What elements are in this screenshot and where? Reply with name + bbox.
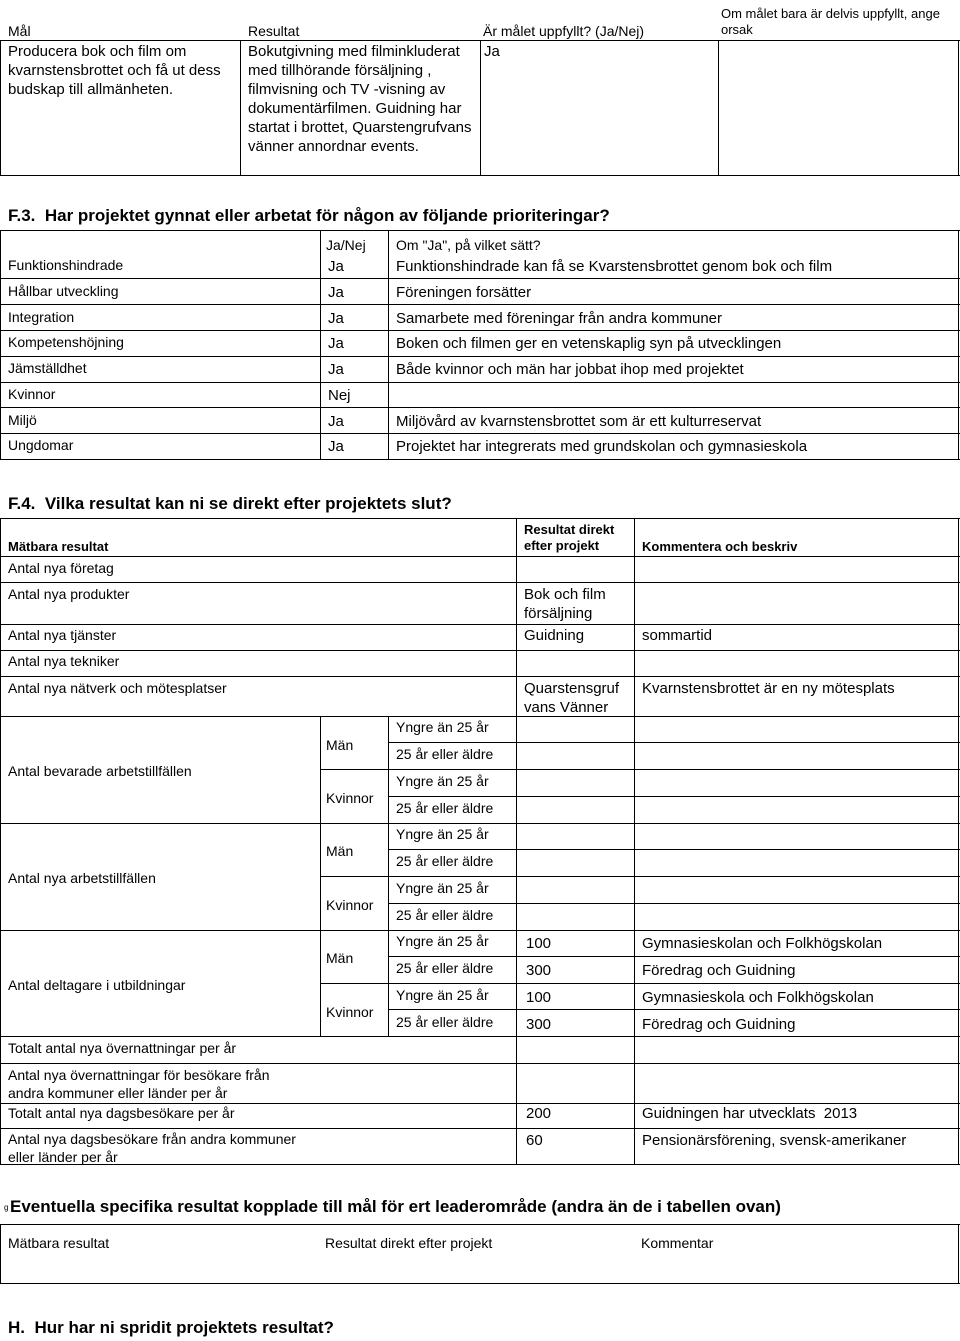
divider	[0, 433, 960, 434]
gender-men-label: Män	[326, 950, 354, 966]
group-comment: Föredrag och Guidning	[642, 962, 796, 979]
divider	[0, 1283, 960, 1284]
measurable-header: Mätbara resultat	[8, 539, 109, 554]
gender-women-label: Kvinnor	[326, 790, 374, 806]
divider	[388, 742, 960, 743]
divider	[0, 407, 960, 408]
gender-men-label: Män	[326, 843, 354, 859]
priority-answer: Ja	[328, 413, 344, 430]
priority-how: Projektet har integrerats med grundskolan och gymnasieskola	[396, 438, 808, 455]
divider	[958, 40, 959, 176]
partial-header: Om målet bara är delvis uppfyllt, ange orsak	[721, 6, 940, 37]
divider	[0, 1063, 960, 1064]
gender-women-label: Kvinnor	[326, 897, 374, 913]
age-old-label: 25 år eller äldre	[396, 960, 494, 976]
result-row-label: Antal nya nätverk och mötesplatser	[8, 680, 227, 696]
divider	[0, 676, 960, 677]
group-comment: Gymnasieskola och Folkhögskolan	[642, 989, 874, 1006]
divider	[0, 230, 1, 460]
priority-how: Boken och filmen ger en vetenskaplig syn på utvecklingen	[396, 335, 782, 352]
divider	[0, 582, 960, 583]
divider	[240, 40, 241, 176]
divider	[0, 624, 960, 625]
divider	[0, 304, 960, 305]
age-old-label: 25 år eller äldre	[396, 800, 494, 816]
group-value: 100	[526, 989, 552, 1006]
divider	[634, 518, 635, 1165]
divider	[718, 40, 719, 176]
divider	[0, 650, 960, 651]
result-row-value: Bok och film försäljning	[524, 586, 606, 622]
priority-label: Kompetenshöjning	[8, 334, 124, 350]
priority-how: Samarbete med föreningar från andra kommuner	[396, 310, 723, 327]
priority-how: Föreningen forsätter	[396, 284, 532, 301]
direct-result-header: Resultat direkt efter projekt	[524, 522, 615, 553]
result-row-comment: Kvarnstensbrottet är en ny mötesplats	[642, 680, 895, 697]
priority-answer: Ja	[328, 310, 344, 327]
divider	[388, 796, 960, 797]
divider	[0, 1036, 960, 1037]
priority-how: Funktionshindrade kan få se Kvarstensbrottet genom bok och film	[396, 258, 833, 275]
group-comment: Föredrag och Guidning	[642, 1016, 796, 1033]
result-row-value: 200	[526, 1105, 552, 1122]
age-old-label: 25 år eller äldre	[396, 853, 494, 869]
group-value: 300	[526, 962, 552, 979]
priority-label: Hållbar utveckling	[8, 283, 119, 299]
divider	[0, 1128, 960, 1129]
divider	[320, 769, 960, 770]
age-young-label: Yngre än 25 år	[396, 987, 489, 1003]
divider	[0, 330, 960, 331]
priority-label: Kvinnor	[8, 386, 56, 402]
section-f3-heading: F.3. Har projektet gynnat eller arbetat för någon av följande prioriteringar?	[8, 206, 610, 225]
divider	[958, 518, 959, 1165]
goal-header: Mål	[8, 23, 31, 39]
group-label: Antal nya arbetstillfällen	[8, 870, 156, 886]
result-row-label: Antal nya tekniker	[8, 653, 120, 669]
g-col-direct-result: Resultat direkt efter projekt	[325, 1235, 493, 1251]
age-young-label: Yngre än 25 år	[396, 826, 489, 842]
divider	[0, 278, 960, 279]
result-row-label: Antal nya tjänster	[8, 627, 117, 643]
result-row-label: Antal nya övernattningar för besökare från andra kommuner eller länder per år	[8, 1067, 270, 1101]
result-row-value: Guidning	[524, 627, 585, 644]
result-row-comment: Guidningen har utvecklats 2013	[642, 1105, 858, 1122]
result-row-value: Quarstensgruf vans Vänner	[524, 680, 620, 716]
divider	[320, 230, 321, 460]
group-label: Antal deltagare i utbildningar	[8, 977, 186, 993]
divider	[0, 556, 960, 557]
divider	[0, 1224, 1, 1284]
priority-label: Integration	[8, 309, 75, 325]
divider	[0, 518, 960, 519]
achieved-value: Ja	[484, 43, 500, 60]
divider	[0, 1224, 960, 1225]
priority-answer: Nej	[328, 387, 351, 404]
group-comment: Gymnasieskolan och Folkhögskolan	[642, 935, 883, 952]
result-header: Resultat	[248, 23, 300, 39]
divider	[0, 40, 1, 176]
divider	[0, 230, 960, 231]
priority-answer: Ja	[328, 335, 344, 352]
divider	[0, 518, 1, 1165]
priority-label: Ungdomar	[8, 437, 74, 453]
how-header: Om "Ja", på vilket sätt?	[396, 237, 541, 253]
achieved-header: Är målet uppfyllt? (Ja/Nej)	[483, 23, 645, 39]
result-row-label: Totalt antal nya dagsbesökare per år	[8, 1105, 235, 1121]
g-col-measurable: Mätbara resultat	[8, 1235, 110, 1251]
yes-no-header: Ja/Nej	[326, 237, 366, 253]
priority-label: Jämställdhet	[8, 360, 87, 376]
divider	[320, 983, 960, 984]
comment-header: Kommentera och beskriv	[642, 539, 798, 554]
divider	[0, 716, 960, 717]
gender-women-label: Kvinnor	[326, 1004, 374, 1020]
divider	[0, 382, 960, 383]
age-old-label: 25 år eller äldre	[396, 746, 494, 762]
priority-answer: Ja	[328, 284, 344, 301]
result-row-comment: Pensionärsförening, svensk-amerikaner	[642, 1132, 907, 1149]
divider	[958, 230, 959, 460]
priority-how: Miljövård av kvarnstensbrottet som är ett kulturreservat	[396, 413, 762, 430]
age-young-label: Yngre än 25 år	[396, 933, 489, 949]
priority-how: Både kvinnor och män har jobbat ihop med projektet	[396, 361, 744, 378]
priority-answer: Ja	[328, 258, 344, 275]
result-text: Bokutgivning med filminkluderat med tillhörande försäljning , filmvisning och TV -visning av dokumentärfilmen. Guidning har startat i brottet, Quarstengrufvans vänner annordnar events.	[248, 43, 472, 155]
result-row-label: Antal nya produkter	[8, 586, 130, 602]
divider	[958, 1224, 959, 1284]
gender-men-label: Män	[326, 737, 354, 753]
section-f4-heading: F.4. Vilka resultat kan ni se direkt efter projektets slut?	[8, 494, 452, 513]
age-young-label: Yngre än 25 år	[396, 773, 489, 789]
priority-label: Miljö	[8, 412, 37, 428]
priority-label: Funktionshindrade	[8, 257, 124, 273]
section-g-heading: Eventuella specifika resultat kopplade till mål för ert leaderområde (andra än de i tabellen ovan)	[10, 1197, 781, 1216]
divider	[0, 459, 960, 460]
divider	[0, 930, 960, 931]
divider	[388, 1009, 960, 1010]
result-row-label: Antal nya företag	[8, 560, 114, 576]
result-row-label: Totalt antal nya övernattningar per år	[8, 1040, 237, 1056]
divider	[388, 903, 960, 904]
divider	[0, 823, 960, 824]
priority-answer: Ja	[328, 438, 344, 455]
divider	[388, 956, 960, 957]
result-row-label: Antal nya dagsbesökare från andra kommuner eller länder per år	[8, 1131, 296, 1165]
divider	[516, 518, 517, 1165]
divider	[388, 849, 960, 850]
group-value: 300	[526, 1016, 552, 1033]
group-label: Antal bevarade arbetstillfällen	[8, 763, 192, 779]
age-young-label: Yngre än 25 år	[396, 719, 489, 735]
age-young-label: Yngre än 25 år	[396, 880, 489, 896]
goal-text: Producera bok och film om kvarnstensbrottet och få ut dess budskap till allmänheten.	[8, 43, 221, 98]
g-col-comment: Kommentar	[641, 1235, 714, 1251]
divider	[480, 40, 481, 176]
divider	[0, 356, 960, 357]
divider	[320, 876, 960, 877]
age-old-label: 25 år eller äldre	[396, 907, 494, 923]
result-row-comment: sommartid	[642, 627, 713, 644]
priority-answer: Ja	[328, 361, 344, 378]
age-old-label: 25 år eller äldre	[396, 1014, 494, 1030]
result-row-value: 60	[526, 1132, 543, 1149]
section-g-marker: g	[4, 1203, 9, 1212]
divider	[388, 230, 389, 460]
group-value: 100	[526, 935, 552, 952]
section-h-heading: H. Hur har ni spridit projektets resultat?	[8, 1318, 334, 1337]
